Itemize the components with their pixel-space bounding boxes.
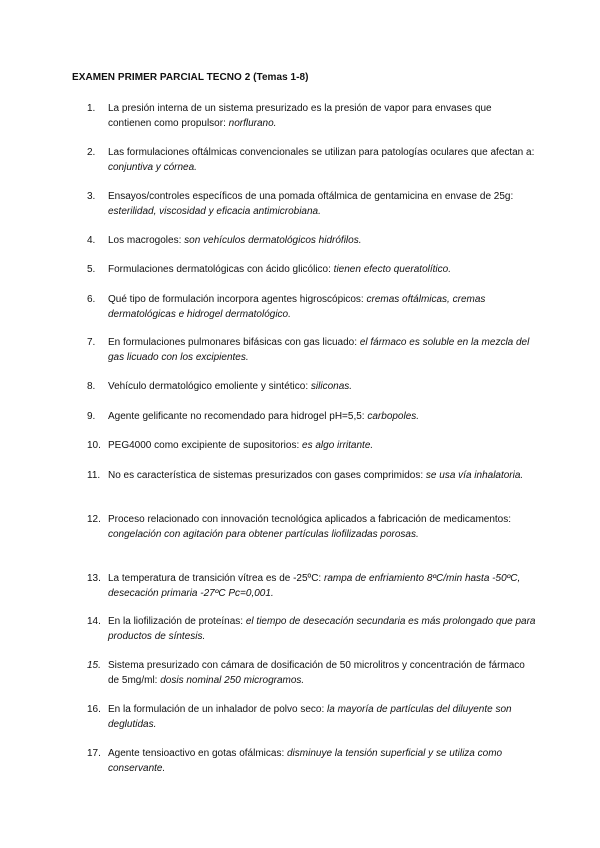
answer-text: el tiempo de desecación secundaria es más prolongado que para productos de síntesis. xyxy=(108,616,536,642)
answer-text: conjuntiva y córnea. xyxy=(108,162,197,173)
question-item xyxy=(87,512,537,542)
question-item xyxy=(87,335,537,365)
question-item xyxy=(87,468,537,483)
question-item xyxy=(87,145,537,175)
question-item xyxy=(87,292,537,322)
answer-text: es algo irritante. xyxy=(302,440,374,451)
question-text: Agente tensioactivo en gotas ofálmicas: xyxy=(108,748,285,759)
question-text: PEG4000 como excipiente de supositorios: xyxy=(108,440,300,451)
answer-text: rampa de enfriamiento 8ºC/min hasta -50ºC, desecación primaria -27ºC Pc=0,001. xyxy=(108,573,521,599)
question-text: Vehículo dermatológico emoliente y sintético: xyxy=(108,381,309,392)
question-number: 6. xyxy=(87,294,96,305)
answer-text: norflurano. xyxy=(228,118,277,129)
question-number: 8. xyxy=(87,381,96,392)
question-item xyxy=(87,658,537,688)
document-title: EXAMEN PRIMER PARCIAL TECNO 2 (Temas 1-8) xyxy=(72,72,309,83)
question-item xyxy=(87,438,537,453)
question-text: Agente gelificante no recomendado para hidrogel pH=5,5: xyxy=(108,411,365,422)
question-number: 13. xyxy=(87,573,101,584)
question-text: En formulaciones pulmonares bifásicas con gas licuado: xyxy=(108,337,358,348)
question-number: 2. xyxy=(87,147,96,158)
question-item xyxy=(87,379,537,394)
question-item xyxy=(87,101,537,131)
question-text: La temperatura de transición vítrea es de -25ºC: xyxy=(108,573,322,584)
question-text: En la liofilización de proteínas: xyxy=(108,616,244,627)
answer-text: siliconas. xyxy=(310,381,353,392)
question-item xyxy=(87,746,537,776)
question-text: Las formulaciones oftálmicas convencionales se utilizan para patologías oculares que afectan a: xyxy=(108,147,535,158)
question-text: Formulaciones dermatológicas con ácido glicólico: xyxy=(108,264,331,275)
question-number: 10. xyxy=(87,440,101,451)
question-item xyxy=(87,262,537,277)
question-item xyxy=(87,571,537,601)
answer-text: se usa vía inhalatoria. xyxy=(425,470,524,481)
question-text: Los macrogoles: xyxy=(108,235,182,246)
question-item xyxy=(87,409,537,424)
question-text: Proceso relacionado con innovación tecnológica aplicados a fabricación de medicamentos: xyxy=(108,514,512,525)
question-text: Sistema presurizado con cámara de dosificación de 50 microlitros y concentración de fármaco de 5mg/ml: xyxy=(108,660,525,686)
answer-text: cremas oftálmicas, cremas dermatológicas e hidrogel dermatológico. xyxy=(108,294,486,320)
answer-text: carbopoles. xyxy=(367,411,420,422)
question-number: 3. xyxy=(87,191,96,202)
question-text: En la formulación de un inhalador de polvo seco: xyxy=(108,704,325,715)
answer-text: el fármaco es soluble en la mezcla del gas licuado con los excipientes. xyxy=(108,337,530,363)
question-number: 5. xyxy=(87,264,96,275)
answer-text: disminuye la tensión superficial y se utiliza como conservante. xyxy=(108,748,503,774)
question-item xyxy=(87,702,537,732)
answer-text: esterilidad, viscosidad y eficacia antimicrobiana. xyxy=(108,206,321,217)
question-item xyxy=(87,189,537,219)
question-text: No es característica de sistemas presurizados con gases comprimidos: xyxy=(108,470,424,481)
question-number: 17. xyxy=(87,748,101,759)
question-number: 4. xyxy=(87,235,96,246)
question-text: Qué tipo de formulación incorpora agentes higroscópicos: xyxy=(108,294,364,305)
question-item xyxy=(87,233,537,248)
answer-text: tienen efecto queratolítico. xyxy=(333,264,451,275)
question-number: 14. xyxy=(87,616,101,627)
answer-text: dosis nominal 250 microgramos. xyxy=(160,675,305,686)
question-number: 11. xyxy=(87,470,101,481)
answer-text: congelación con agitación para obtener partículas liofilizadas porosas. xyxy=(108,529,419,540)
question-number: 16. xyxy=(87,704,101,715)
question-number: 9. xyxy=(87,411,96,422)
question-text: La presión interna de un sistema presurizado es la presión de vapor para envases que contienen como propulsor: xyxy=(108,103,492,129)
question-text: Ensayos/controles específicos de una pomada oftálmica de gentamicina en envase de 25g: xyxy=(108,191,514,202)
question-number: 7. xyxy=(87,337,96,348)
answer-text: la mayoría de partículas del diluyente son deglutidas. xyxy=(108,704,512,730)
question-number: 12. xyxy=(87,514,101,525)
question-number: 15. xyxy=(87,660,101,671)
question-item xyxy=(87,614,537,644)
question-number: 1. xyxy=(87,103,96,114)
answer-text: son vehículos dermatológicos hidrófilos. xyxy=(184,235,362,246)
